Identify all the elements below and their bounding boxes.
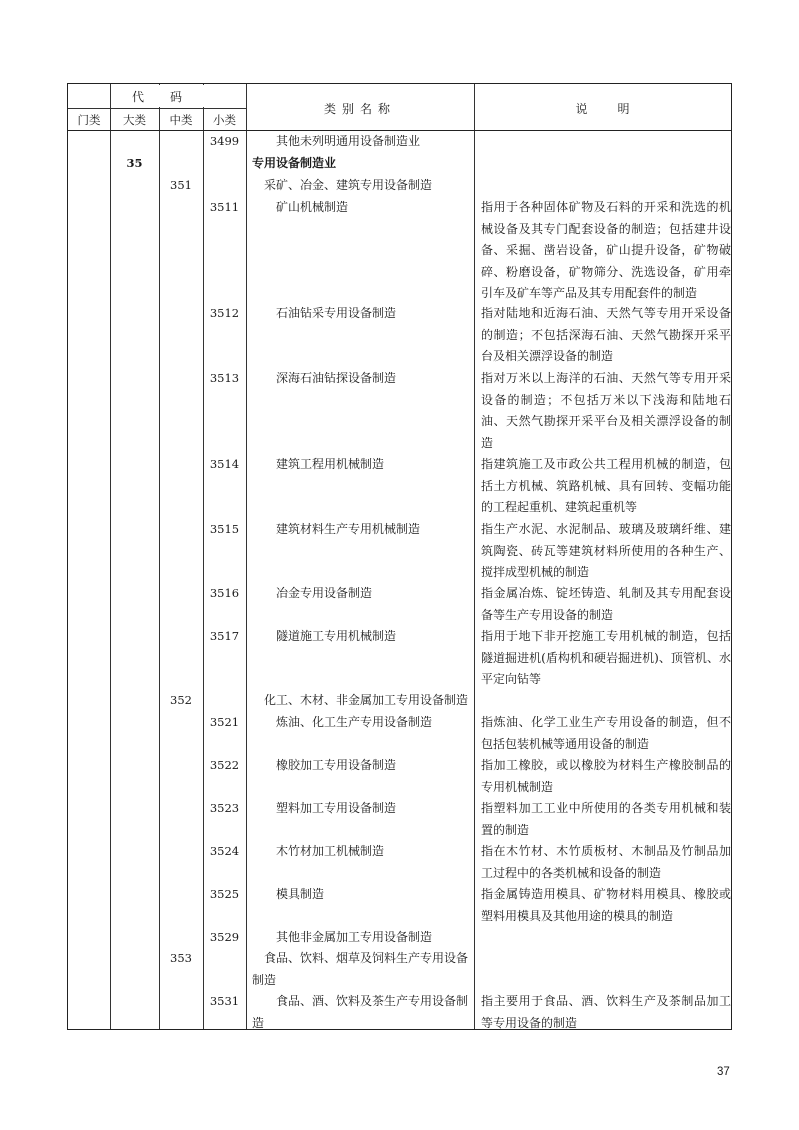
da-code: 35: [126, 156, 143, 170]
header-sub-divider: [68, 108, 246, 109]
category-description: 指金属铸造用模具、矿物材料用模具、橡胶或塑料用模具及其他用途的模具的制造: [481, 887, 731, 923]
column-divider: [474, 84, 475, 1029]
classification-table: [67, 83, 732, 1030]
category-name: 建筑材料生产专用机械制造: [276, 522, 421, 536]
column-divider: [159, 84, 160, 1029]
xiao-code: 3499: [209, 134, 240, 148]
xiao-code: 3511: [209, 200, 240, 214]
category-description: 指炼油、化学工业生产专用设备的制造，但不包括包装机械等通用设备的制造: [481, 715, 731, 751]
category-name: 建筑工程用机械制造: [276, 457, 385, 471]
category-name: 其他非金属加工专用设备制造: [276, 930, 433, 944]
category-description: 指加工橡胶，或以橡胶为材料生产橡胶制品的专用机械制造: [481, 758, 731, 794]
column-divider: [246, 84, 247, 1029]
xiao-code: 3516: [209, 586, 240, 600]
category-name: 隧道施工专用机械制造: [276, 629, 397, 643]
xiao-code: 3523: [209, 801, 240, 815]
xiao-code: 3524: [209, 844, 240, 858]
xiao-code: 3514: [209, 457, 240, 471]
category-name: 食品、饮料、烟草及饲料生产专用设备制造: [252, 951, 469, 987]
category-name: 冶金专用设备制造: [276, 586, 373, 600]
xiao-code: 3531: [209, 994, 240, 1008]
xiao-code: 3525: [209, 887, 240, 901]
category-description: 指用于地下非开挖施工专用机械的制造，包括隧道掘进机(盾构机和硬岩掘进机)、顶管机、水平定向钻等: [481, 629, 731, 687]
category-name-header: 类别名称: [323, 102, 396, 116]
category-name: 其他未列明通用设备制造业: [276, 134, 421, 148]
column-divider: [110, 84, 111, 1029]
zhong-code: 352: [170, 693, 192, 707]
category-description: 指塑料加工工业中所使用的各类专用机械和装置的制造: [481, 801, 731, 837]
xiao-code: 3521: [209, 715, 240, 729]
code-header: 代码: [131, 90, 208, 104]
xiao-code: 3529: [209, 930, 240, 944]
category-description: 指建筑施工及市政公共工程用机械的制造，包括土方机械、筑路机械、具有回转、变幅功能的工程起重机、建筑起重机等: [481, 457, 731, 515]
xiao-code: 3522: [209, 758, 240, 772]
zhong-code: 353: [170, 951, 192, 965]
xiao-code: 3512: [209, 306, 240, 320]
page-number: 37: [717, 1066, 730, 1078]
category-name: 专用设备制造业: [252, 156, 337, 170]
category-name: 炼油、化工生产专用设备制造: [276, 715, 433, 729]
category-description: 指生产水泥、水泥制品、玻璃及玻璃纤维、建筑陶瓷、砖瓦等建筑材料所使用的各种生产、搅拌成型机械的制造: [481, 522, 731, 580]
da-header: 大类: [123, 113, 146, 127]
category-name: 模具制造: [276, 887, 325, 901]
category-description: 指用于各种固体矿物及石料的开采和洗选的机械设备及其专门配套设备的制造；包括建井设备、采掘、凿岩设备，矿山提升设备，矿物破碎、粉磨设备，矿物筛分、洗选设备，矿用牵引车及矿车等产品及其专用配套件的制造: [481, 200, 731, 301]
category-description: 指主要用于食品、酒、饮料生产及茶制品加工等专用设备的制造: [481, 994, 731, 1030]
zhong-code: 351: [170, 178, 192, 192]
men-header: 门类: [77, 113, 101, 127]
category-name: 石油钻采专用设备制造: [276, 306, 397, 320]
xiao-code: 3517: [209, 629, 240, 643]
category-name: 食品、酒、饮料及茶生产专用设备制造: [252, 994, 469, 1030]
category-name: 化工、木材、非金属加工专用设备制造: [264, 693, 469, 707]
category-name: 塑料加工专用设备制造: [276, 801, 397, 815]
zhong-header: 中类: [169, 113, 193, 127]
xiao-code: 3515: [209, 522, 240, 536]
category-name: 矿山机械制造: [276, 200, 349, 214]
category-name: 深海石油钻探设备制造: [276, 371, 397, 385]
description-header: 说明: [575, 102, 660, 116]
category-name: 采矿、冶金、建筑专用设备制造: [264, 178, 433, 192]
xiao-code: 3513: [209, 371, 240, 385]
category-description: 指对陆地和近海石油、天然气等专用开采设备的制造；不包括深海石油、天然气勘探开采平台及相关漂浮设备的制造: [481, 306, 731, 364]
category-description: 指在木竹材、木竹质板材、木制品及竹制品加工过程中的各类机械和设备的制造: [481, 844, 731, 880]
category-description: 指金属冶炼、锭坯铸造、轧制及其专用配套设备等生产专用设备的制造: [481, 586, 731, 622]
xiao-header: 小类: [213, 113, 236, 127]
category-name: 橡胶加工专用设备制造: [276, 758, 397, 772]
category-description: 指对万米以上海洋的石油、天然气等专用开采设备的制造；不包括万米以下浅海和陆地石油、天然气勘探开采平台及相关漂浮设备的制造: [481, 371, 731, 450]
category-name: 木竹材加工机械制造: [276, 844, 385, 858]
